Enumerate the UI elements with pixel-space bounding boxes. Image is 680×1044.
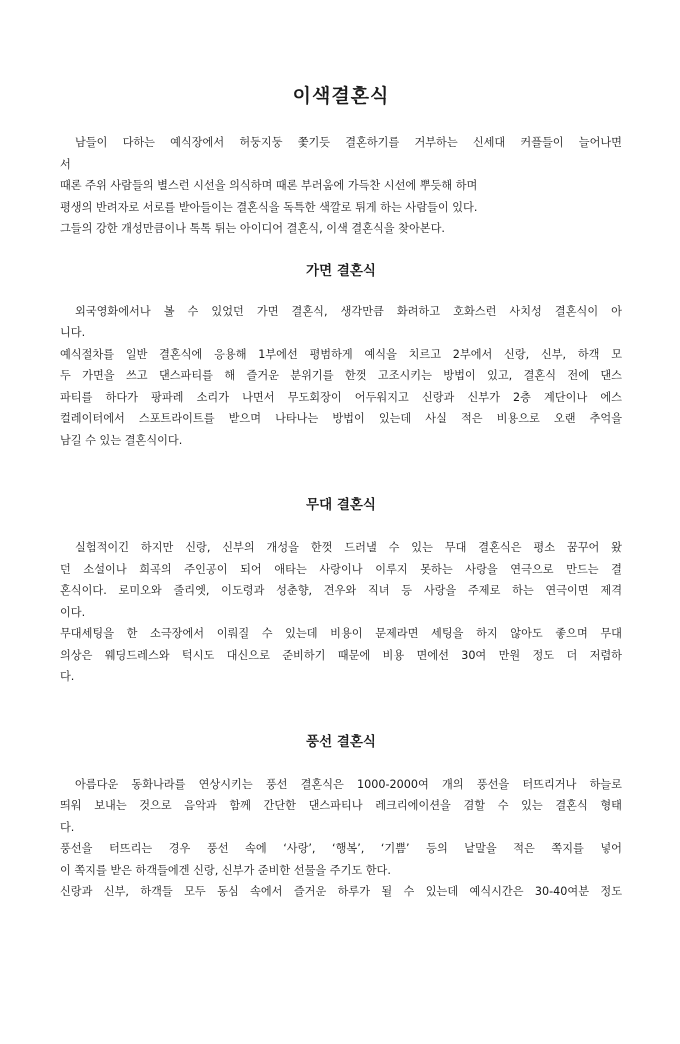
- body-line: 니다.: [60, 326, 86, 339]
- section-body-balloon-wedding: [60, 774, 622, 903]
- body-line: 이 쪽지를 받은 하객들에겐 신랑, 신부가 준비한 선물을 주기도 한다.: [60, 863, 391, 877]
- body-line: 컬레이터에서 스포트라이트를 받으며 나타나는 방법이 있는데 사실 적은 비용으로 오랜 추억을: [60, 412, 622, 425]
- body-line: 던 소설이나 희곡의 주인공이 되어 애타는 사랑이나 이루지 못하는 사랑을 연극으로 만드는 결: [60, 562, 622, 576]
- intro-line: 그들의 강한 개성만큼이나 톡톡 튀는 아이디어 결혼식, 이색 결혼식을 찾아본다.: [60, 222, 445, 235]
- section-body-stage-wedding: [60, 537, 622, 688]
- body-line: 풍선을 터뜨리는 경우 풍선 속에 ‘사랑’, ‘행복’, ‘기쁨’ 등의 낱말을 적은 쪽지를 넣어: [60, 842, 622, 855]
- body-line: 실험적이긴 하지만 신랑, 신부의 개성을 한껏 드러낼 수 있는 무대 결혼식은 평소 꿈꾸어 왔: [75, 541, 622, 554]
- section-body-mask-wedding: [60, 301, 622, 452]
- body-line: 예식절차를 일반 결혼식에 응용해 1부에선 평범하게 예식을 치르고 2부에서 신랑, 신부, 하객 모: [60, 347, 622, 361]
- body-line: 파티를 하다가 팡파레 소리가 나면서 무도회장이 어두워지고 신랑과 신부가 2층 계단이나 에스: [60, 390, 622, 404]
- body-line: 외국영화에서나 볼 수 있었던 가면 결혼식, 생각만큼 화려하고 호화스런 사치성 결혼식이 아: [75, 304, 622, 318]
- intro-paragraph: [60, 132, 622, 240]
- section-heading-balloon-wedding: 풍선 결혼식: [306, 733, 376, 750]
- intro-line: 서: [60, 157, 71, 171]
- body-line: 혼식이다. 로미오와 줄리엣, 이도령과 성춘향, 견우와 직녀 등 사랑을 주제로 하는 연극이면 제격: [60, 584, 622, 597]
- body-line: 무대세팅을 한 소극장에서 이뤄질 수 있는데 비용이 문제라면 세팅을 하지 않아도 좋으며 무대: [60, 627, 622, 640]
- body-line: 신랑과 신부, 하객들 모두 동심 속에서 즐거운 하루가 될 수 있는데 예식시간은 30-40여분 정도: [60, 885, 622, 898]
- intro-line: 때론 주위 사람들의 별스런 시선을 의식하며 때론 부러움에 가득찬 시선에 뿌듯해 하며: [60, 179, 478, 192]
- section-heading-mask-wedding: 가면 결혼식: [306, 262, 376, 279]
- body-line: 띄워 보내는 것으로 음악과 함께 간단한 댄스파티나 레크리에이션을 겸할 수 있는 결혼식 형태: [60, 799, 622, 812]
- body-line: 의상은 웨딩드레스와 턱시도 대신으로 준비하기 때문에 비용 면에선 30여 만원 정도 더 저렴하: [60, 648, 622, 662]
- intro-line: 남들이 다하는 예식장에서 허둥지둥 쫓기듯 결혼하기를 거부하는 신세대 커플들이 늘어나면: [75, 136, 622, 149]
- body-line: 이다.: [60, 605, 86, 619]
- section-heading-stage-wedding: 무대 결혼식: [306, 497, 376, 513]
- document-title: 이색결혼식: [292, 85, 390, 107]
- body-line: 다.: [60, 820, 75, 834]
- body-line: 남길 수 있는 결혼식이다.: [60, 433, 183, 447]
- document-page: [0, 82, 680, 1044]
- body-line: 아름다운 동화나라를 연상시키는 풍선 결혼식은 1000-2000여 개의 풍선을 터뜨리거나 하늘로: [75, 777, 622, 791]
- intro-line: 평생의 반려자로 서로를 받아들이는 결혼식을 독특한 색깔로 튀게 하는 사람들이 있다.: [60, 200, 478, 214]
- body-line: 다.: [60, 670, 75, 683]
- body-line: 두 가면을 쓰고 댄스파티를 해 즐거운 분위기를 한껏 고조시키는 방법이 있고, 결혼식 전에 댄스: [60, 369, 622, 382]
